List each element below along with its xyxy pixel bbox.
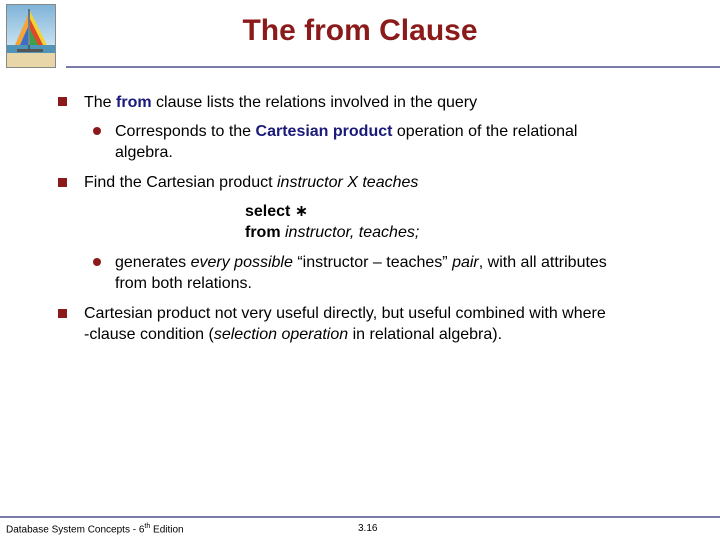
bullet-italic-text: selection operation [213, 326, 349, 343]
sql-code-block [245, 201, 419, 243]
keyword-from: from [116, 94, 152, 111]
bullet-text: -clause condition ( [84, 326, 214, 343]
keyword-cartesian-product: Cartesian product [255, 123, 393, 140]
bullet-text: clause lists the relations involved in the query [151, 94, 478, 111]
bullet-text: generates [115, 254, 191, 271]
bullet-text: , with all attributes [478, 254, 607, 271]
footer-superscript: th [144, 523, 151, 530]
bullet-from-clause [84, 92, 477, 113]
bullet-find-cartesian [84, 172, 418, 193]
bullet-text: “instructor – teaches” [292, 254, 453, 271]
circle-bullet-icon [93, 258, 101, 266]
bullet-text: Find the Cartesian product [84, 174, 277, 191]
bullet-text: algebra. [115, 144, 173, 161]
bullet-italic-text: every possible [190, 254, 293, 271]
sub-bullet-generates [115, 252, 705, 294]
page-number: 3.16 [358, 523, 378, 534]
bullet-text: in relational algebra). [348, 326, 503, 343]
bullet-italic-text: pair [452, 254, 479, 271]
bullet-text: Corresponds to the [115, 123, 256, 140]
relation-expression: instructor X teaches [277, 174, 419, 191]
footer-book-title [6, 523, 184, 535]
bullet-text: from both relations. [115, 275, 252, 292]
square-bullet-icon [58, 178, 67, 187]
sql-from-keyword: from [245, 224, 285, 241]
sql-select-line: select ∗ [245, 203, 309, 220]
sub-bullet-cartesian [115, 121, 675, 163]
bullet-cartesian-usefulness [84, 303, 704, 345]
footer-text: Edition [150, 524, 184, 536]
sql-from-relations: instructor, teaches; [285, 224, 420, 241]
bullet-text: Cartesian product not very useful directly, but useful combined with where [84, 305, 606, 322]
bullet-text: operation of the relational [392, 123, 578, 140]
footer-divider [0, 516, 720, 518]
square-bullet-icon [58, 97, 67, 106]
footer-text: Database System Concepts - 6 [6, 524, 145, 536]
square-bullet-icon [58, 309, 67, 318]
circle-bullet-icon [93, 127, 101, 135]
bullet-text: The [84, 94, 117, 111]
page-title: The from Clause [242, 14, 478, 47]
